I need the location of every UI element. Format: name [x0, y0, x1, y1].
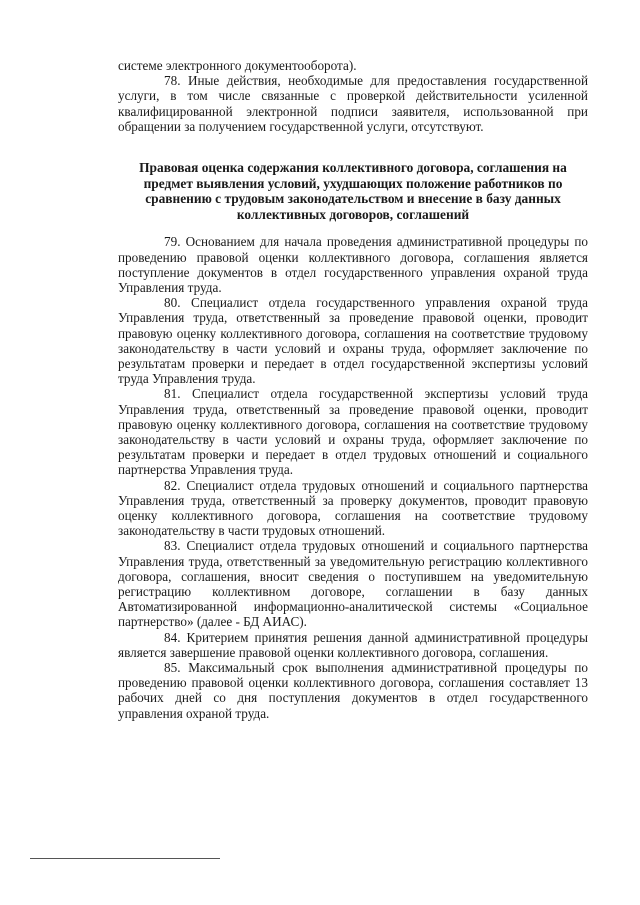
paragraph-81: 81. Специалист отдела государственной экспертизы условий труда Управления труда, ответственный за проведение правовой оценки, проводит правовую оценку коллективного договора, соглашения на соответствие трудовому законодательству в части условий и охраны труда, оформляет заключение по результатам проверки и передает в отдел трудовых отношений и социального партнерства Управления труда. [118, 386, 588, 478]
paragraph-83: 83. Специалист отдела трудовых отношений и социального партнерства Управления труда, ответственный за уведомительную регистрацию коллективного договора, соглашения, вносит сведения о поступившем на уведомительную регистрацию коллективном договоре, соглашении в базу данных Автоматизированной информационно-аналитической системы «Социальное партнерство» (далее - БД АИАС). [118, 538, 588, 630]
paragraph-continuation: системе электронного документооборота). [118, 58, 357, 73]
footnote-divider [30, 858, 220, 859]
paragraph-80: 80. Специалист отдела государственного управления охраной труда Управления труда, ответственный за проведение правовой оценки, проводит правовую оценку коллективного договора, соглашения на соответствие трудовому законодательству в части условий и охраны труда, оформляет заключение по результатам проверки и передает в отдел государственной экспертизы условий труда Управления труда. [118, 295, 588, 387]
paragraph-82: 82. Специалист отдела трудовых отношений и социального партнерства Управления труда, ответственный за проверку документов, проводит правовую оценку коллективного договора, соглашения на соответствие трудовому законодательству в части трудовых отношений. [118, 477, 588, 539]
section-heading: Правовая оценка содержания коллективного договора, соглашения на предмет выявления условий, ухудшающих положение работников по сравнению с трудовым законодательством и внесение в базу данных коллективных договоров, соглашений [139, 160, 567, 222]
paragraph-79: 79. Основанием для начала проведения административной процедуры по проведению правовой оценки коллективного договора, соглашения является поступление документов в отдел государственного управления охраной труда Управления труда. [118, 234, 588, 295]
paragraph-78: 78. Иные действия, необходимые для предоставления государственной услуги, в том числе связанные с проверкой действительности усиленной квалифицированной электронной подписи заявителя, использованной при обращении за получением государственной услуги, отсутствуют. [118, 73, 588, 134]
document-body [118, 58, 588, 721]
paragraph-84: 84. Критерием принятия решения данной административной процедуры является завершение правовой оценки коллективного договора, соглашения. [118, 629, 588, 660]
paragraph-85: 85. Максимальный срок выполнения административной процедуры по проведению правовой оценки коллективного договора, соглашения составляет 13 рабочих дней со дня поступления документов в отдел государственного управления охраной труда. [118, 660, 588, 721]
